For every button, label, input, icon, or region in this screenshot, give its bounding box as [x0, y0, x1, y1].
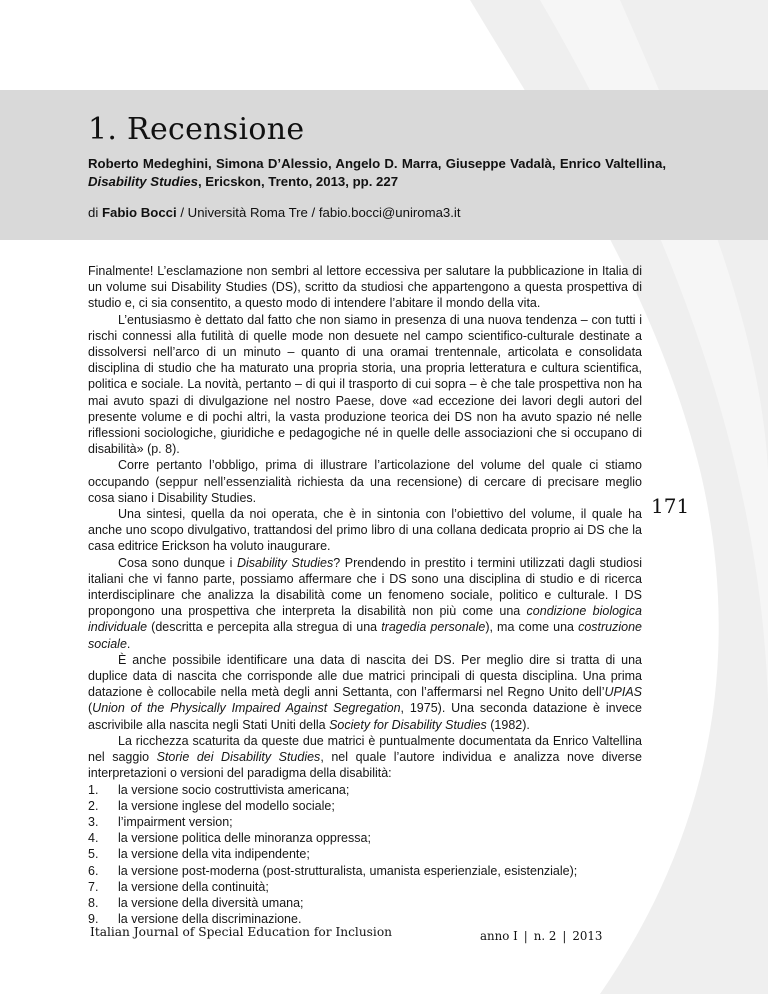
paragraph: Finalmente! L’esclamazione non sembri al lettore eccessiva per salutare la pubblicazione in Italia di un volume sui Disability Studies (DS), scritto da studiosi che appartengono a questa prospettiva di studio e, ci sia consentito, a questo modo di intendere l’abitare il mondo della vita.: [88, 264, 642, 311]
list-text: la versione socio costruttivista americana;: [118, 782, 350, 797]
paragraph: [88, 555, 642, 652]
list-text: la versione della discriminazione.: [118, 912, 302, 927]
list-number: 8.: [88, 895, 99, 910]
paragraph: [88, 733, 642, 782]
list-number: 1.: [88, 782, 99, 797]
list-text: la versione della vita indipendente;: [118, 847, 310, 862]
list-item: [88, 879, 642, 895]
text-run: È anche possibile identificare una data di nascita dei DS. Per meglio dire si tratta di una duplice data di nascita che corrisponde alle due matrici principali di questa disciplina. Una prima datazione è collocabile nella metà degli anni Settanta, con l’affermarsi nel Regno Unito dell’: [88, 652, 642, 700]
text-run: La ricchezza scaturita da queste due matrici è puntualmente documentata da Enrico Valtellina nel saggio: [88, 733, 642, 765]
text-run: (: [88, 701, 93, 716]
list-item: [88, 863, 642, 879]
list-number: 3.: [88, 814, 99, 829]
italic-run: Disability Studies: [236, 555, 334, 570]
text-run: (descritta e percepita alla stregua di una: [147, 620, 382, 635]
text-run: ), ma come una: [485, 620, 579, 635]
list-item: [88, 798, 642, 814]
footer-separator: |: [562, 929, 567, 943]
versions-list: [88, 782, 642, 928]
text-run: , nel quale l’autore individua e analizza nove diverse interpretazioni o versioni del paradigma della disabilità:: [88, 750, 642, 781]
review-byline: [88, 205, 461, 220]
footer-journal-name: Italian Journal of Special Education for Inclusion: [90, 925, 393, 939]
list-text: la versione post-moderna (post-strutturalista, umanista esperienziale, esistenziale);: [118, 863, 578, 878]
footer-year: 2013: [572, 929, 603, 943]
italic-run: UPIAS: [604, 685, 642, 700]
italic-run: Society for Disability Studies: [329, 717, 487, 732]
review-body: [88, 263, 642, 927]
text-run: , 1975). Una seconda datazione è invece ascrivibile alla nascita negli Stati Uniti della: [88, 701, 642, 732]
byline-author: Fabio Bocci: [101, 205, 177, 220]
italic-run: Union of the Physically Impaired Against Segregation: [92, 701, 401, 716]
list-number: 5.: [88, 847, 99, 862]
list-text: la versione politica delle minoranza oppressa;: [118, 831, 371, 846]
italic-run: Storie dei Disability Studies: [156, 750, 321, 765]
text-run: Cosa sono dunque i: [118, 555, 237, 570]
book-reference: [88, 155, 666, 191]
section-title: 1. Recensione: [88, 112, 305, 147]
list-text: l’impairment version;: [118, 814, 233, 829]
list-number: 4.: [88, 831, 99, 846]
reference-publisher: , Ericskon, Trento, 2013, pp. 227: [197, 174, 399, 189]
list-item: [88, 846, 642, 862]
italic-run: condizione biologica individuale: [88, 604, 642, 635]
footer-numero: n. 2: [533, 929, 557, 943]
reference-authors: Roberto Medeghini, Simona D’Alessio, Angelo D. Marra, Giuseppe Vadalà, Enrico Valtellina,: [88, 156, 666, 171]
paragraph: Corre pertanto l’obbligo, prima di illustrare l’articolazione del volume del quale ci stiamo occupando (seppur nell’essenzialità richiesta da una recensione) di cercare di precisare meglio cosa siano i Disability Studies.: [88, 458, 642, 505]
text-run: .: [126, 636, 131, 651]
reference-book-title: Disability Studies: [88, 174, 198, 189]
list-item: [88, 895, 642, 911]
list-number: 6.: [88, 863, 99, 878]
list-number: 2.: [88, 798, 99, 813]
byline-prefix: di: [88, 205, 102, 220]
list-text: la versione inglese del modello sociale;: [118, 798, 335, 813]
text-run: (1982).: [486, 717, 530, 732]
text-run: ? Prendendo in prestito i termini utilizzati dagli studiosi italiani che vi fanno parte, possiamo affermare che i DS sono una disciplina di studio e di ricerca interdisciplinare che analizza la disabilità come un fenomeno sociale, politico e culturale. I DS propongono una prospettiva che interpreta la disabilità non più come una: [88, 555, 643, 619]
list-item: [88, 782, 642, 798]
list-number: 7.: [88, 879, 99, 894]
footer-separator: |: [523, 929, 528, 943]
footer-issue-info: [480, 929, 602, 943]
italic-run: costruzione sociale: [88, 620, 642, 651]
list-item: [88, 830, 642, 846]
page-number: 171: [651, 494, 690, 518]
list-number: 9.: [88, 912, 99, 927]
byline-affiliation: / Università Roma Tre / fabio.bocci@uniroma3.it: [176, 205, 461, 220]
paragraph: Una sintesi, quella da noi operata, che è in sintonia con l’obiettivo del volume, il quale ha anche uno scopo divulgativo, trattandosi del primo libro di una collana dedicata proprio ai DS che la casa editrice Erickson ha voluto inaugurare.: [88, 507, 642, 554]
list-text: la versione della diversità umana;: [118, 895, 304, 910]
list-item: [88, 814, 642, 830]
paragraph: L’entusiasmo è dettato dal fatto che non siamo in presenza di una nuova tendenza – con tutti i rischi connessi alla futilità di quelle mode non desuete nel campo scientifico-culturale destinate a dissolversi nell’arco di un minuto – quanto di una oramai trentennale, articolata e consolidata disciplina di studio che ha maturato una propria storia, una propria letteratura e cultura scientifica, politica e sociale. La novità, pertanto – di qui il trasporto di cui sopra – è che tale prospettiva non ha mai avuto spazi di divulgazione nel nostro Paese, dove «ad eccezione dei lavori degli autori del presente volume e di pochi altri, la vasta produzione teorica dei DS non ha avuto spazio né nelle riflessioni sociologiche, giuridiche e pedagogiche né in quelle delle associazioni che si occupano di disabilità» (p. 8).: [88, 312, 642, 457]
italic-run: tragedia personale: [381, 620, 486, 635]
paragraph: [88, 652, 642, 733]
footer-anno: anno I: [480, 929, 518, 943]
list-text: la versione della continuità;: [118, 879, 269, 894]
